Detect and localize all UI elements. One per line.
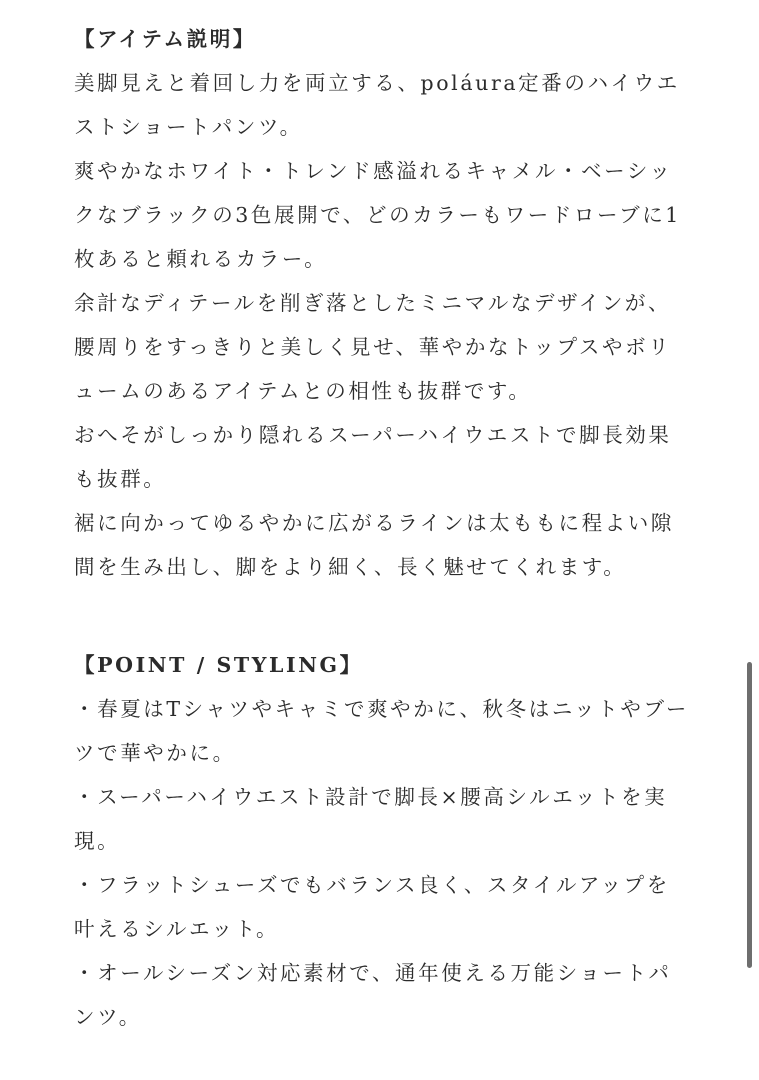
description-line: ュームのあるアイテムとの相性も抜群です。 [74,379,532,403]
styling-line: ・フラットシューズでもバランス良く、スタイルアップを [74,873,670,897]
description-line: ストショートパンツ。 [74,115,303,139]
description-line: 爽やかなホワイト・トレンド感溢れるキャメル・ベーシッ [74,159,673,183]
vertical-scrollbar[interactable] [747,662,752,968]
description-line: 枚あると頼れるカラー。 [74,247,328,271]
styling-line: ンツ。 [74,1005,142,1029]
styling-line: ・春夏はTシャツやキャミで爽やかに、秋冬はニットやブー [74,697,690,721]
styling-line: 叶えるシルエット。 [74,917,280,941]
description-line: 間を生み出し、脚をより細く、長く魅せてくれます。 [74,555,627,579]
description-line: も抜群。 [74,467,167,491]
description-line: おへそがしっかり隠れるスーパーハイウエストで脚長効果 [74,423,672,447]
styling-line: 現。 [74,829,121,853]
description-line: 余計なディテールを削ぎ落としたミニマルなデザインが、 [74,291,672,315]
description-line: 腰周りをすっきりと美しく見せ、華やかなトップスやボリ [74,335,672,359]
styling-line: ・スーパーハイウエスト設計で脚長×腰高シルエットを実 [74,785,668,809]
description-line: クなブラックの3色展開で、どのカラーもワードローブに1 [74,203,681,227]
styling-line: ツで華やかに。 [74,741,236,765]
styling-line: ・オールシーズン対応素材で、通年使える万能ショートパ [74,961,672,985]
description-line: 裾に向かってゆるやかに広がるラインは太ももに程よい隙 [74,511,674,535]
description-line: 美脚見えと着回し力を両立する、poláura定番のハイウエ [74,71,680,95]
point-styling-heading: 【POINT / STYLING】 [74,653,363,677]
item-description-heading: 【アイテム説明】 [74,27,256,51]
